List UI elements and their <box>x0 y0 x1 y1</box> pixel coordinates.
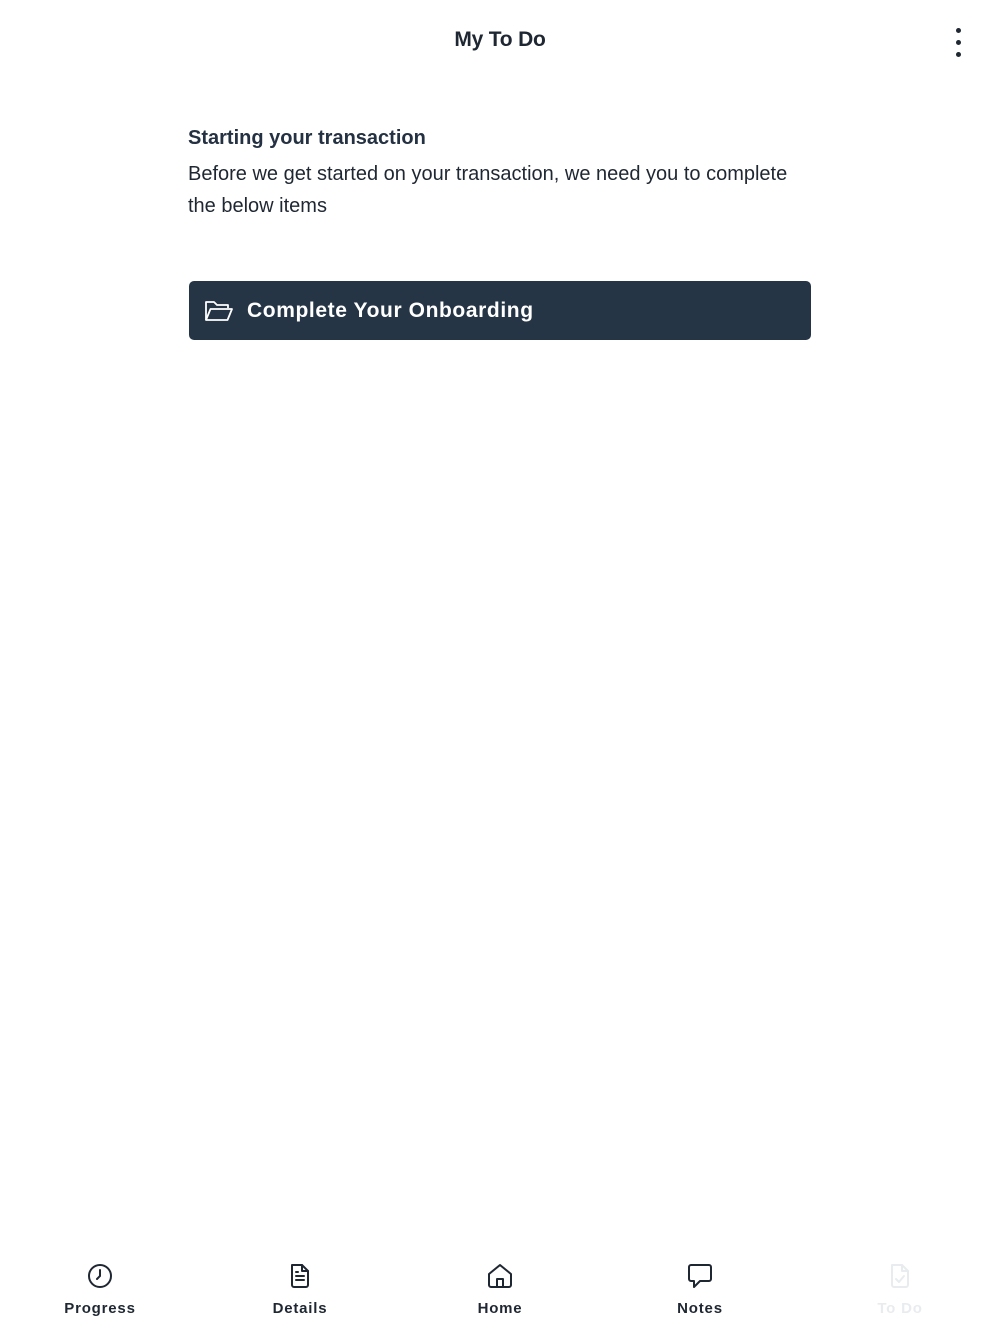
document-icon <box>286 1262 314 1290</box>
document-check-icon <box>886 1262 914 1290</box>
clock-icon <box>86 1262 114 1290</box>
nav-item-to-do[interactable] <box>800 1238 1000 1334</box>
nav-label-home: Home <box>477 1300 523 1317</box>
more-vertical-icon-dot <box>956 52 961 57</box>
top-bar <box>0 0 1000 84</box>
message-icon <box>686 1262 714 1290</box>
intro-heading: Starting your transaction <box>188 127 426 149</box>
nav-item-home[interactable] <box>400 1238 600 1334</box>
intro-body: Before we get started on your transaction, we need you to complete the below items <box>188 163 788 217</box>
nav-label-notes: Notes <box>677 1300 723 1317</box>
page-title: My To Do <box>454 28 546 51</box>
nav-label-details: Details <box>272 1300 328 1317</box>
nav-item-details[interactable] <box>200 1238 400 1334</box>
bottom-nav <box>0 1238 1000 1334</box>
nav-label-progress: Progress <box>64 1300 136 1317</box>
folder-open-icon <box>204 298 234 324</box>
more-vertical-icon <box>956 28 961 33</box>
complete-onboarding-label: Complete Your Onboarding <box>247 298 534 322</box>
nav-item-progress[interactable] <box>0 1238 200 1334</box>
nav-label-to-do: To Do <box>877 1300 923 1317</box>
nav-item-notes[interactable] <box>600 1238 800 1334</box>
intro-section <box>188 124 818 222</box>
more-vertical-icon-dot <box>956 40 961 45</box>
more-options-button[interactable] <box>938 20 978 64</box>
complete-onboarding-button[interactable] <box>189 281 811 340</box>
home-icon <box>486 1262 514 1290</box>
